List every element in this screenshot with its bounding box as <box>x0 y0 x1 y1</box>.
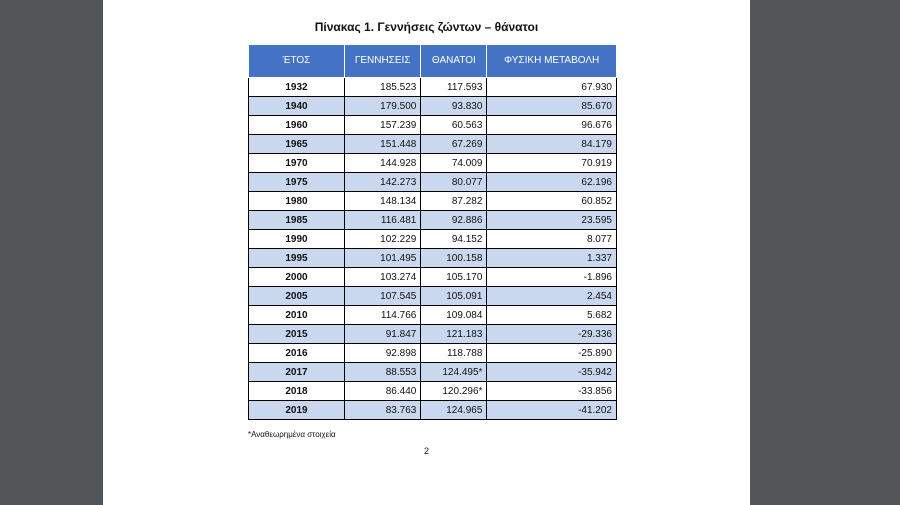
value-cell: 86.440 <box>345 382 421 401</box>
table-row <box>249 135 617 154</box>
value-cell: 23.595 <box>487 211 617 230</box>
table-row <box>249 363 617 382</box>
year-cell: 2017 <box>249 363 345 382</box>
value-cell: 102.229 <box>345 230 421 249</box>
value-cell: 124.965 <box>421 401 487 420</box>
table-row <box>249 287 617 306</box>
value-cell: 120.296* <box>421 382 487 401</box>
value-cell: -1.896 <box>487 268 617 287</box>
value-cell: 105.170 <box>421 268 487 287</box>
value-cell: 179.500 <box>345 97 421 116</box>
column-header: ΈΤΟΣ <box>249 45 345 78</box>
table-row <box>249 116 617 135</box>
year-cell: 2015 <box>249 325 345 344</box>
value-cell: 93.830 <box>421 97 487 116</box>
year-cell: 2000 <box>249 268 345 287</box>
footnote: *Αναθεωρημένα στοιχεία <box>248 430 336 439</box>
value-cell: 151.448 <box>345 135 421 154</box>
value-cell: 92.886 <box>421 211 487 230</box>
year-cell: 2019 <box>249 401 345 420</box>
table-row <box>249 173 617 192</box>
value-cell: -33.856 <box>487 382 617 401</box>
year-cell: 1932 <box>249 78 345 97</box>
year-cell: 2018 <box>249 382 345 401</box>
value-cell: 109.084 <box>421 306 487 325</box>
year-cell: 1940 <box>249 97 345 116</box>
value-cell: 2.454 <box>487 287 617 306</box>
value-cell: 70.919 <box>487 154 617 173</box>
value-cell: 5.682 <box>487 306 617 325</box>
table-row <box>249 97 617 116</box>
year-cell: 1980 <box>249 192 345 211</box>
table-row <box>249 344 617 363</box>
value-cell: 117.593 <box>421 78 487 97</box>
value-cell: 148.134 <box>345 192 421 211</box>
table-row <box>249 154 617 173</box>
year-cell: 1975 <box>249 173 345 192</box>
value-cell: 1.337 <box>487 249 617 268</box>
page-number: 2 <box>423 446 429 456</box>
value-cell: -35.942 <box>487 363 617 382</box>
year-cell: 1965 <box>249 135 345 154</box>
value-cell: 67.269 <box>421 135 487 154</box>
table-title: Πίνακας 1. Γεννήσεις ζώντων – θάνατοι <box>314 20 539 34</box>
year-cell: 2016 <box>249 344 345 363</box>
value-cell: -41.202 <box>487 401 617 420</box>
value-cell: 157.239 <box>345 116 421 135</box>
table-row <box>249 211 617 230</box>
value-cell: 60.563 <box>421 116 487 135</box>
value-cell: 142.273 <box>345 173 421 192</box>
value-cell: -29.336 <box>487 325 617 344</box>
value-cell: 144.928 <box>345 154 421 173</box>
year-cell: 2005 <box>249 287 345 306</box>
table-row <box>249 78 617 97</box>
value-cell: 105.091 <box>421 287 487 306</box>
value-cell: 87.282 <box>421 192 487 211</box>
value-cell: 88.553 <box>345 363 421 382</box>
table-row <box>249 230 617 249</box>
value-cell: 80.077 <box>421 173 487 192</box>
value-cell: 114.766 <box>345 306 421 325</box>
year-cell: 1960 <box>249 116 345 135</box>
year-cell: 1970 <box>249 154 345 173</box>
value-cell: 67.930 <box>487 78 617 97</box>
value-cell: 100.158 <box>421 249 487 268</box>
table-row <box>249 268 617 287</box>
value-cell: -25.890 <box>487 344 617 363</box>
value-cell: 185.523 <box>345 78 421 97</box>
year-cell: 1995 <box>249 249 345 268</box>
value-cell: 92.898 <box>345 344 421 363</box>
value-cell: 60.852 <box>487 192 617 211</box>
year-cell: 1985 <box>249 211 345 230</box>
table-row <box>249 249 617 268</box>
value-cell: 101.495 <box>345 249 421 268</box>
value-cell: 85.670 <box>487 97 617 116</box>
table-row <box>249 192 617 211</box>
year-cell: 2010 <box>249 306 345 325</box>
column-header: ΦΥΣΙΚΗ ΜΕΤΑΒΟΛΗ <box>487 45 617 78</box>
column-header: ΓΕΝΝΗΣΕΙΣ <box>345 45 421 78</box>
value-cell: 83.763 <box>345 401 421 420</box>
value-cell: 8.077 <box>487 230 617 249</box>
value-cell: 84.179 <box>487 135 617 154</box>
value-cell: 107.545 <box>345 287 421 306</box>
column-header: ΘΑΝΑΤΟΙ <box>421 45 487 78</box>
value-cell: 118.788 <box>421 344 487 363</box>
value-cell: 124.495* <box>421 363 487 382</box>
table-header-row <box>249 45 617 78</box>
table-row <box>249 306 617 325</box>
value-cell: 121.183 <box>421 325 487 344</box>
table-row <box>249 325 617 344</box>
value-cell: 94.152 <box>421 230 487 249</box>
value-cell: 62.196 <box>487 173 617 192</box>
value-cell: 96.676 <box>487 116 617 135</box>
year-cell: 1990 <box>249 230 345 249</box>
value-cell: 74.009 <box>421 154 487 173</box>
value-cell: 116.481 <box>345 211 421 230</box>
table-row <box>249 382 617 401</box>
births-deaths-table <box>248 44 617 420</box>
table-row <box>249 401 617 420</box>
value-cell: 103.274 <box>345 268 421 287</box>
value-cell: 91.847 <box>345 325 421 344</box>
document-page <box>103 0 750 505</box>
